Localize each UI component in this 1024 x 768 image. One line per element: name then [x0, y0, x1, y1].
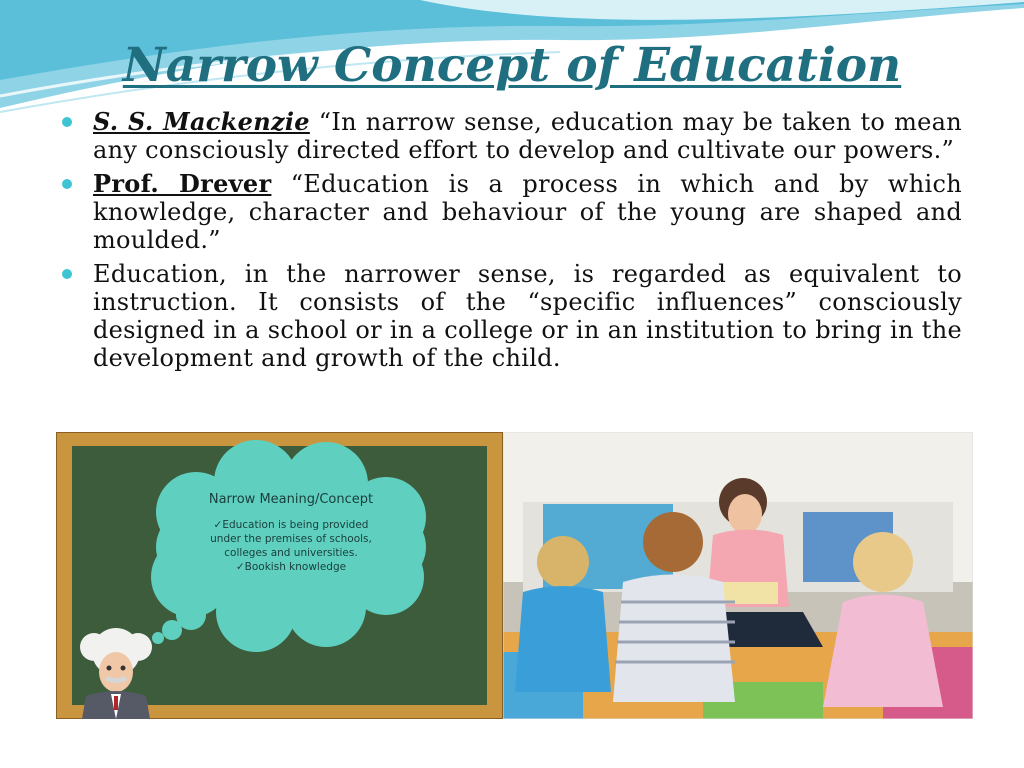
- bullet-text: Education, in the narrower sense, is regarded as equivalent to instruction. It consists of the “specific influences” consciously designed in a school or in a college or in an institution to bring in the development and growth of the child.: [93, 260, 962, 372]
- cloud-line: colleges and universities.: [224, 547, 358, 559]
- cloud-line: under the premises of schools,: [210, 533, 372, 545]
- author-name: S. S. Mackenzie: [93, 107, 310, 136]
- cloud-line: ✓Education is being provided: [213, 519, 369, 531]
- illustration-row: [56, 432, 973, 719]
- bullet-dot: [62, 179, 72, 189]
- cloud-heading: Narrow Meaning/Concept: [208, 492, 374, 507]
- cloud-line: ✓Bookish knowledge: [235, 561, 347, 573]
- quote-text: “In narrow sense, education may be taken to mean any consciously directed effort to develop and cultivate our powers.”: [93, 108, 962, 164]
- thought-cloud: [196, 492, 386, 574]
- quote-text: “Education is a process in which and by which knowledge, character and behaviour of the young are shaped and moulded.”: [93, 170, 962, 254]
- bullet-item-mackenzie: [62, 108, 962, 164]
- bullet-item-narrower-sense: [62, 260, 962, 372]
- bullet-list: [62, 108, 962, 378]
- bullet-dot: [62, 117, 72, 127]
- bullet-dot: [62, 269, 72, 279]
- chalkboard-image: [56, 432, 503, 719]
- bullet-item-drever: [62, 170, 962, 254]
- bullet-text: [93, 108, 962, 164]
- classroom-photo: [503, 432, 973, 719]
- bullet-text: [93, 170, 962, 254]
- slide-title: Narrow Concept of Education: [122, 38, 902, 93]
- author-name: Prof. Drever: [93, 169, 272, 198]
